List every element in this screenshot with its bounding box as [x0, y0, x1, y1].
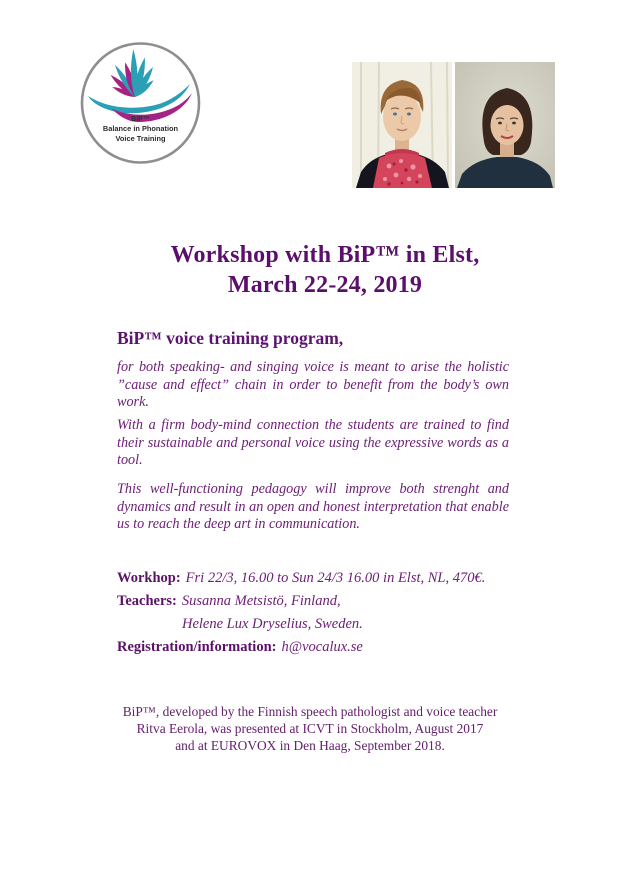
registration-email[interactable]: h@vocalux.se — [281, 639, 363, 655]
bip-logo — [78, 41, 203, 165]
woman-with-dark-bob-image — [455, 62, 555, 188]
detail-value-teacher-2: Helene Lux Dryselius, Sweden. — [182, 616, 363, 632]
workshop-title — [115, 240, 535, 300]
intro-paragraph-3: This well-functioning pedagogy will improve both strenght and dynamics and result in an open and honest interpretation that enable us to reach the deep art in communication. — [117, 481, 509, 533]
detail-label-teachers: Teachers: — [117, 593, 177, 609]
footer-line-2: Ritva Eerola, was presented at ICVT in Stockholm, August 2017 — [136, 721, 484, 737]
detail-row-teacher-2 — [117, 616, 517, 639]
intro-paragraph-1: for both speaking- and singing voice is meant to arise the holistic ”cause and effect” chain in order to benefit from the body’s own work. — [117, 359, 509, 411]
program-heading: BiP™ voice training program, — [117, 328, 344, 348]
footer-line-1: BiP™, developed by the Finnish speech pathologist and voice teacher — [122, 704, 498, 719]
intro-paragraph-2: With a firm body-mind connection the students are trained to find their sustainable and personal voice using the expressive words as a tool. — [117, 417, 509, 469]
logo-name-line2: Voice Training — [115, 134, 166, 143]
detail-value-teacher-1: Susanna Metsistö, Finland, — [181, 593, 341, 609]
footer-note — [0, 703, 620, 755]
detail-label-workshop: Workhop: — [117, 570, 181, 586]
workshop-title-line1: Workshop with BiP™ in Elst, — [170, 242, 480, 268]
logo-name-line1: Balance in Phonation — [102, 124, 179, 133]
teacher-photo-right — [455, 62, 555, 188]
detail-label-registration: Registration/information: — [117, 639, 277, 655]
logo-bip-label: BiP™ — [131, 116, 150, 123]
detail-row-registration — [117, 639, 517, 662]
detail-row-workshop — [117, 570, 517, 593]
detail-row-teachers — [117, 593, 517, 616]
workshop-title-line2: March 22-24, 2019 — [227, 272, 423, 298]
detail-value-workshop: Fri 22/3, 16.00 to Sun 24/3 16.00 in Elst, NL, 470€. — [185, 570, 486, 586]
bip-logo-icon — [78, 41, 203, 165]
workshop-details — [117, 570, 517, 662]
footer-line-3: and at EUROVOX in Den Haag, September 2018. — [175, 738, 445, 754]
woman-with-red-scarf-image — [352, 62, 452, 188]
teacher-photo-left — [352, 62, 452, 188]
